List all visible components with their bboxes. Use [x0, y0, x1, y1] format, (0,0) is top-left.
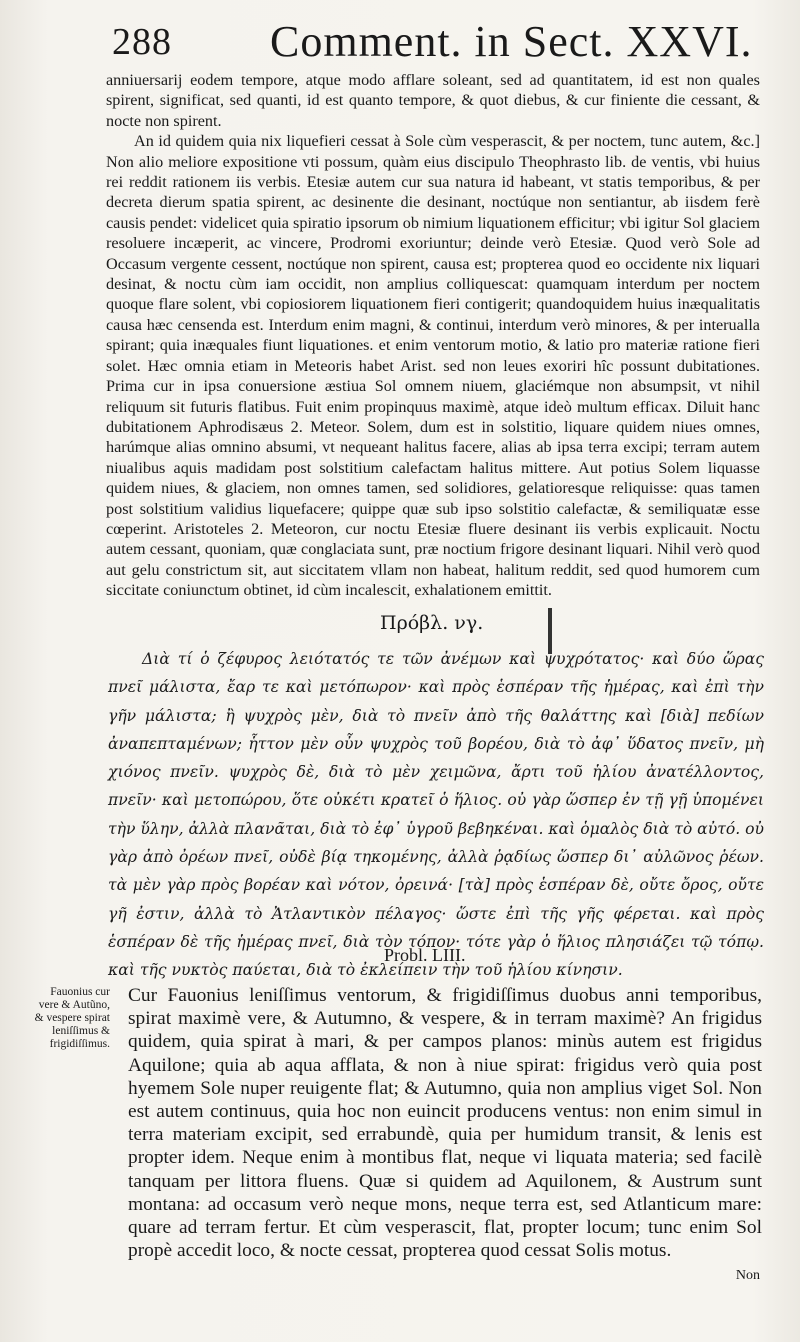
latin-problem-text	[128, 984, 762, 1274]
page-number: 288	[112, 21, 172, 63]
commentary-text	[106, 70, 760, 605]
commentary-paragraph-1: anniuersarij eodem tempore, atque modo afflare soleant, sed ad quantitatem, id est non quales spirent, significat, sed quanti, id est quanto tempore, & quot diebus, & cur finiente die cessant, & nocte non spirent.	[106, 71, 760, 130]
running-head: Comment. in Sect. XXVI.	[270, 17, 753, 66]
greek-problem-text: Διὰ τί ὁ ζέφυρος λειότατός τε τῶν ἀνέμων καὶ ψυχρότατος· καὶ δύο ὥρας πνεῖ μάλιστα, ἔαρ τε καὶ μετόπωρον· καὶ πρὸς ἑσπέραν τῆς ἡμέρας, καὶ ἐπὶ τὴν γῆν μάλιστα; ἢ ψυχρὸς μὲν, διὰ τὸ πνεῖν ἀπὸ τῆς θαλάττης καὶ [διὰ] πεδίων ἀναπεπταμένων; ἧττον μὲν οὖν ψυχρὸς τοῦ βορέου, διὰ τὸ ἀφ᾽ ὕδατος πνεῖν, μὴ χιόνος πνεῖν. ψυχρὸς δὲ, διὰ τὸ μὲν χειμῶνα, ἄρτι τοῦ ἡλίου ἀνατέλλοντος, πνεῖν· καὶ μετοπώρου, ὅτε οὐκέτι κρατεῖ ὁ ἥλιος. οὐ γὰρ ὥσπερ ἐν τῇ γῇ ὑπομένει τὴν ὕλην, ἀλλὰ πλανᾶται, διὰ τὸ ἐφ᾽ ὑγροῦ βεβηκέναι. καὶ ὁμαλὸς διὰ τὸ αὐτό. οὐ γὰρ ἀπὸ ὀρέων πνεῖ, οὐδὲ βίᾳ τηκομένης, ἀλλὰ ῥᾳδίως ὥσπερ δι᾽ αὐλῶνος ῥέων. τὰ μὲν γὰρ πρὸς βορέαν καὶ νότον, ὀρεινά· [τὰ] πρὸς ἑσπέραν δὲ, οὔτε ὄρος, οὔτε γῆ ἐστιν, ἀλλὰ τὸ Ἀτλαντικὸν πέλαγος· ὥστε ἐπὶ τῆς γῆς φέρεται. καὶ πρὸς ἑσπέραν δὲ τῆς ἡμέρας πνεῖ, διὰ τὸν τόπον· τότε γὰρ ὁ ἥλιος πλησιάζει τῷ τόπῳ. καὶ τῆς νυκτὸς παύεται, διὰ τὸ ἐκλείπειν τὴν τοῦ ἡλίου κίνησιν.	[108, 650, 764, 980]
latin-problem-paragraph: Cur Fauonius leniſſimus ventorum, & frigidiſſimus duobus anni temporibus, spirat maximè vere, & Autumno, & vespere, & in terram maximè? An frigidus quidem, quia spirat à mari, & per campos planos: minùs autem est frigidus Aquilone; quia ab aqua afflata, & non à niue spirat: frigidus verò quia post hyemem Sole nuper reuigente flat; & Autumno, quia non amplius viget Sol. Non est autem continuus, quia hoc non euincit producens ventus: non enim simul in terra materiam excipit, sed errabundè, quia per humidum transit, & lenis est propter idem. Neque enim à montibus flat, neque vi liquata materia; sed facilè tanquam per littora fluens. Quæ si quidem ad Aquilonem, & Austrum sunt montana: ad occasum verò neque mons, neque terra est, sed Atlanticum mare: quare ad terram fertur. Et cùm vesperascit, flat, propter locum; tunc enim Sol propè accedit loco, & nocte cessat, propterea quod cessat Solis motus.	[128, 985, 762, 1262]
commentary-paragraph-2: An id quidem quia nix liquefieri cessat à Sole cùm vesperascit, & per noctem, tunc autem, &c.] Non alio meliore expositione vti possum, quàm eius discipulo Theophrasto lib. de ventis, vbi huius rei reddit rationem iis verbis. Etesiæ autem cur sua natura id habeant, vt statis temporibus, & per decreta dierum spatia spirent, ac desinente die desinant, noctúque non sentiantur, ab iisdem ferè causis pendet: videlicet quia spiratio ipsorum ob nimium liquationem efficitur; vbi igitur Sol glaciem resoluere incæperit, ac vincere, Prodromi exoriuntur; deinde verò Etesiæ. Quod verò Sole ad Occasum vergente cessent, noctúque non spirent, causa est; propterea quod eo occidente nix liquari desinat, & noctu cùm iam occidit, non amplius colliquescat: quamquam interdum per noctem quoque flare solent, vbi copiosiorem liquationem fieri contigerit; quandoquidem huius inæqualitatis causa hæc censenda est. Interdum enim magni, & continui, interdum verò minores, & per interualla spirant; quia inæquales fiunt liquationes. et enim ventorum motio, & latio pro materiæ ratione fieri solet. Hæc omnia etiam in Meteoris habet Arist. sed non leues exoriri hîc possunt dubitationes. Prima cur in ipsa conuersione æstiua Sol omnem niuem, glaciémque non absumpsit, vt nihil reliquum sit futuris flatibus. Fuit enim propinquus maximè, atque ideò multum efficax. Diluit hanc dubitationem Aphrodisæus 2. Meteor. Solem, dum est in solstitio, liquare quidem niues omnes, harúmque alias omnino absumi, vt nequeant halitus facere, alias ab ipsa terra excipi; terram autem niualibus aquis madidam post solstitium calefactam halitus mittere. Aut potius Solem liquasse quidem niues, & glaciem, non omnes tamen, sed solidiores, gelatioresque reliquisse: quas tamen post solstitium validius liquefacere; quippe quæ sub ipso solstitio calefactæ, & semiliquatæ esse cœperint. Aristoteles 2. Meteoron, cur noctu Etesiæ fluere desinant iis verbis explicauit. Noctu autem cessant, quoniam, quæ conglaciata sunt, præ noctium frigore desinant liquari. Nihil verò quod aut gelu constrictum sit, aut siccitatem vllam non habeat, halitum reddit, sed quod humorem cum siccitate coniunctum obtinet, id cùm incalescit, exhalationem emittit.	[106, 132, 760, 600]
greek-problem-title: Πρόβλ. νγ.	[380, 612, 484, 634]
latin-problem-title: Probl. LIII.	[384, 945, 466, 965]
catchword: Non	[735, 1268, 760, 1283]
page-header	[112, 14, 753, 66]
marginal-note: Fauonius cur vere & Autũno, & vespere spirat leniſſimus & frigidiſſimus.	[34, 986, 110, 1050]
